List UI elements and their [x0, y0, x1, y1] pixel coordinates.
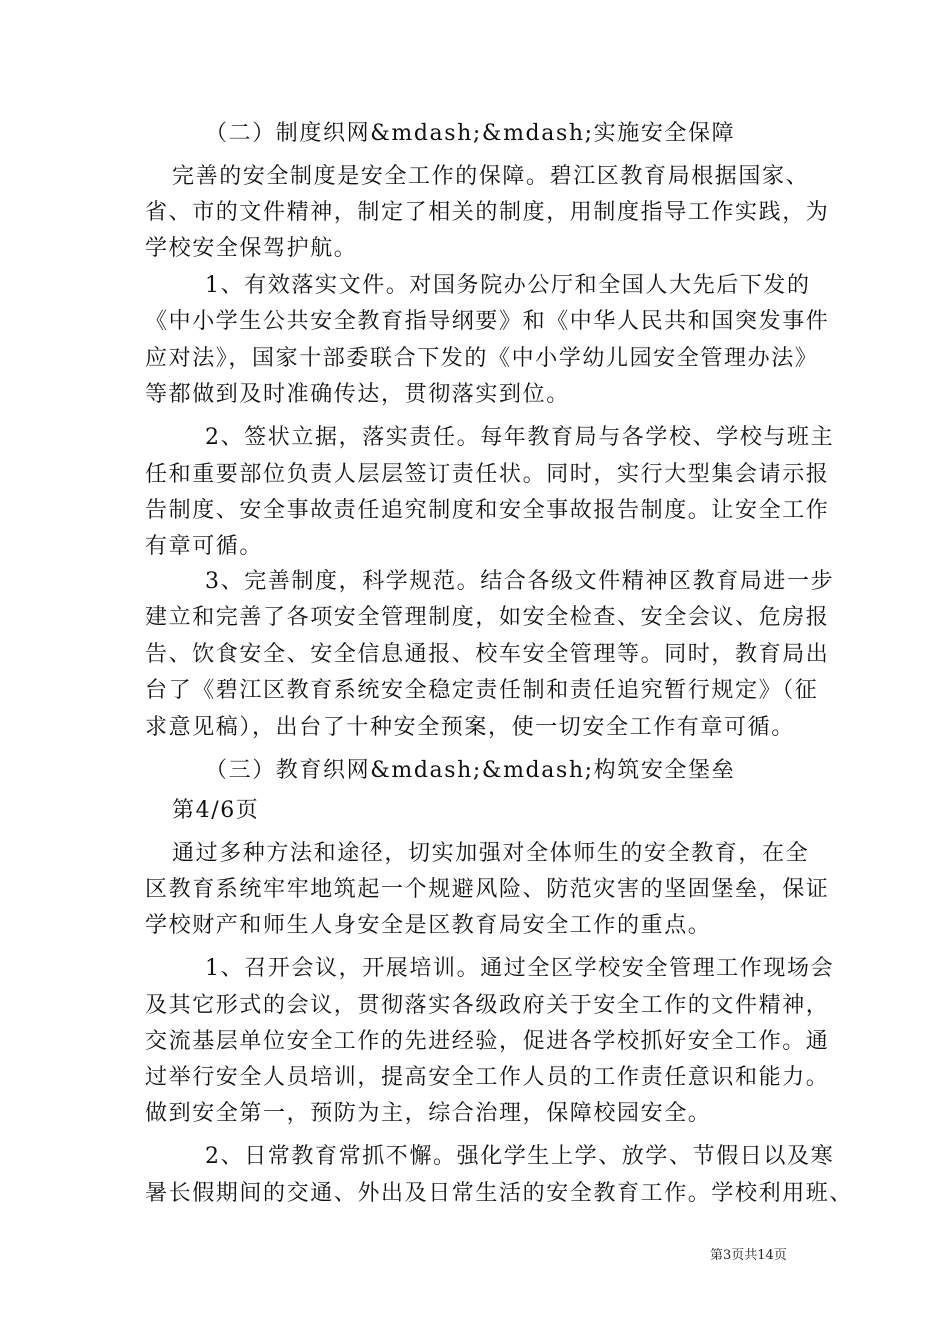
paragraph-line: 应对法》，国家十部委联合下发的《中小学幼儿园安全管理办法》 — [145, 346, 819, 371]
paragraph-line: 1、有效落实文件。对国务院办公厅和全国人大先后下发的 — [205, 273, 811, 298]
paragraph-line: 3、完善制度，科学规范。结合各级文件精神区教育局进一步 — [205, 569, 835, 594]
paragraph-line: 学校安全保驾护航。 — [145, 236, 358, 261]
paragraph-line: 求意见稿），出台了十种安全预案，使一切安全工作有章可循。 — [145, 715, 795, 740]
paragraph-line: 过举行安全人员培训，提高安全工作人员的工作责任意识和能力。 — [145, 1065, 830, 1090]
paragraph-line: 告制度、安全事故责任追究制度和安全事故报告制度。让安全工作 — [145, 498, 830, 523]
paragraph-line: 等都做到及时准确传达，贯彻落实到位。 — [145, 382, 570, 407]
page-footer: 第3页共14页 — [710, 1248, 787, 1263]
paragraph-line: 暑长假期间的交通、外出及日常生活的安全教育工作。学校利用班、 — [145, 1181, 854, 1206]
section-heading: （二）制度织网&mdash;&mdash;实施安全保障 — [205, 121, 736, 146]
paragraph-line: 任和重要部位负责人层层签订责任状。同时，实行大型集会请示报 — [145, 462, 830, 487]
paragraph-line: 建立和完善了各项安全管理制度，如安全检查、安全会议、危房报 — [145, 605, 830, 630]
paragraph-line: 及其它形式的会议，贯彻落实各级政府关于安全工作的文件精神， — [145, 993, 830, 1018]
paragraph-line: 完善的安全制度是安全工作的保障。碧江区教育局根据国家、 — [172, 164, 810, 189]
paragraph-line: 2、签状立据，落实责任。每年教育局与各学校、学校与班主 — [205, 425, 835, 450]
paragraph-line: 交流基层单位安全工作的先进经验，促进各学校抓好安全工作。通 — [145, 1029, 830, 1054]
paragraph-line: 台了《碧江区教育系统安全稳定责任制和责任追究暂行规定》（征 — [145, 678, 819, 703]
paragraph-line: 1、召开会议，开展培训。通过全区学校安全管理工作现场会 — [205, 956, 835, 981]
paragraph-line: 《中小学生公共安全教育指导纲要》和《中华人民共和国突发事件 — [145, 309, 830, 334]
paragraph-line: 区教育系统牢牢地筑起一个规避风险、防范灾害的坚固堡垒，保证 — [145, 877, 830, 902]
section-heading: （三）教育织网&mdash;&mdash;构筑安全堡垒 — [205, 758, 736, 783]
paragraph-line: 省、市的文件精神，制定了相关的制度，用制度指导工作实践，为 — [145, 200, 830, 225]
paragraph-line: 做到安全第一，预防为主，综合治理，保障校园安全。 — [145, 1101, 712, 1126]
paragraph-line: 2、日常教育常抓不懈。强化学生上学、放学、节假日以及寒 — [205, 1144, 835, 1169]
paragraph-line: 有章可循。 — [145, 534, 264, 559]
inline-page-marker: 第4/6页 — [172, 798, 260, 823]
paragraph-line: 通过多种方法和途径，切实加强对全体师生的安全教育，在全 — [172, 841, 810, 866]
paragraph-line: 告、饮食安全、安全信息通报、校车安全管理等。同时，教育局出 — [145, 642, 830, 667]
paragraph-line: 学校财产和师生人身安全是区教育局安全工作的重点。 — [145, 913, 712, 938]
